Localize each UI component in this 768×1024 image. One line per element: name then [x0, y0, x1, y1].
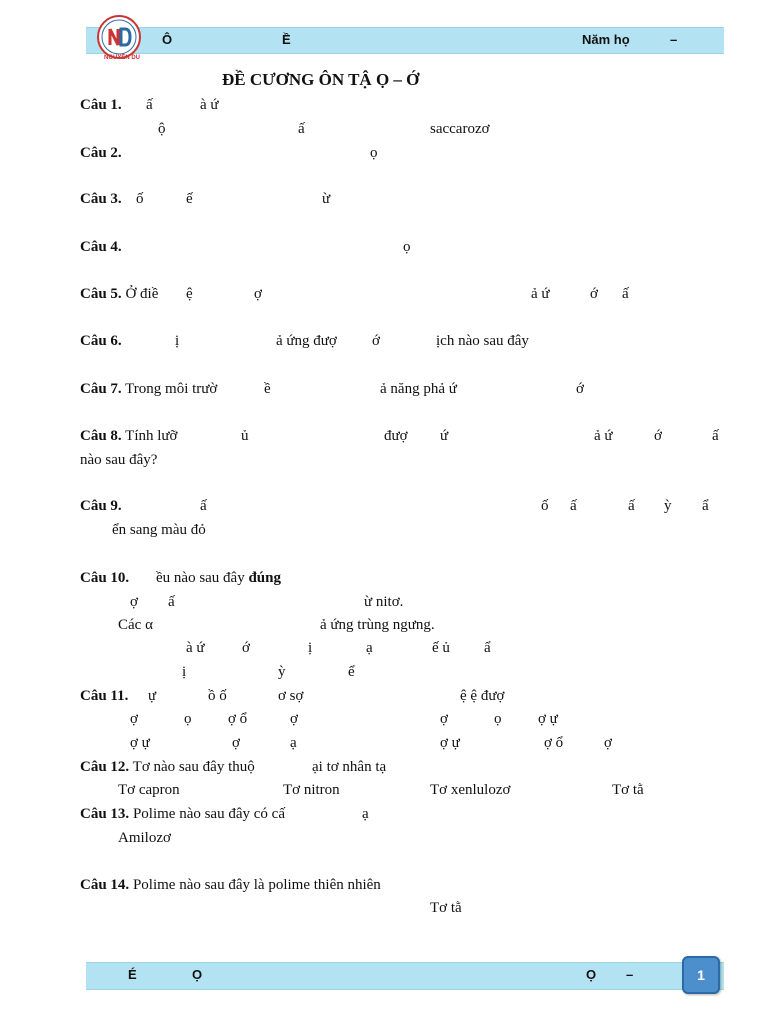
footer-band: [86, 962, 724, 990]
header-text-b: Ề: [282, 32, 291, 47]
q10-text-l: ế ủ: [432, 640, 450, 656]
q10-text-c: ợ: [130, 594, 138, 610]
q12-label: Câu 12.: [80, 759, 130, 775]
q8-line: [80, 428, 177, 445]
q10-text-n: ị: [182, 664, 187, 680]
q10-text-f: Các α: [118, 617, 153, 633]
q2-label: Câu 2.: [80, 145, 122, 161]
q7-text-b: ề: [264, 381, 271, 397]
q9-text-g: ển sang màu đỏ: [112, 522, 206, 538]
q6-text-a: ị: [175, 333, 180, 349]
logo-caption: NGUYỄN DU: [104, 55, 141, 61]
q10-text-j: ị: [308, 640, 313, 656]
q10-label: Câu 10.: [80, 570, 130, 586]
q10-text-e: ừ nitơ.: [364, 594, 404, 610]
q10-text-m: ẩ: [484, 640, 491, 656]
q11-text-m: ợ: [232, 735, 240, 751]
q5-label: Câu 5.: [80, 286, 122, 302]
header-dash: –: [670, 32, 678, 47]
q11-text-k: ợ ự: [538, 711, 558, 727]
q11-text-b: ồ ố: [208, 688, 227, 704]
q11-text-o: ợ ự: [440, 735, 460, 751]
footer-text-c: Ọ: [586, 967, 597, 982]
page-number-badge: 1: [682, 956, 720, 994]
q11-text-n: ạ: [290, 735, 297, 751]
q9-label: Câu 9.: [80, 498, 122, 514]
q7-line: [80, 381, 217, 398]
q11-text-c: ơ sợ: [278, 688, 304, 704]
school-logo: [97, 15, 141, 59]
q12-text-b: ại tơ nhân tạ: [312, 759, 387, 775]
q8-text-e: ả ứ: [594, 428, 613, 444]
q11-text-e: ợ: [130, 711, 138, 727]
q7-text-c: ả năng phả ứ: [380, 381, 457, 397]
q8-text-h: nào sau đây?: [80, 452, 158, 468]
q3-text-b: ế: [186, 191, 193, 207]
q8-text-c: đượ: [384, 428, 408, 444]
q12-text-f: Tơ tằ: [612, 782, 644, 798]
q1-text-a: ấ: [146, 97, 153, 113]
q10-text-p: ể: [348, 664, 355, 680]
q13-label: Câu 13.: [80, 806, 130, 822]
q11-text-a: ự: [148, 688, 157, 704]
footer-text-a: É: [128, 967, 137, 982]
q11-text-g: ợ ổ: [228, 711, 248, 727]
q13-line: [80, 806, 285, 823]
q3-text-a: ố: [136, 191, 144, 207]
q13-text-b: ạ: [362, 806, 369, 822]
q9-text-f: ẩ: [702, 498, 709, 514]
q5-text-a: Ở điề: [125, 286, 159, 302]
q12-line: [80, 759, 255, 776]
q11-label: Câu 11.: [80, 688, 129, 704]
q11-text-q: ợ: [604, 735, 612, 751]
page-title: ĐỀ CƯƠNG ÔN TẬ Ọ – Ớ: [222, 70, 420, 89]
q8-text-b: ủ: [241, 428, 249, 444]
q9-text-b: ố: [541, 498, 549, 514]
q4-label: Câu 4.: [80, 239, 122, 255]
q7-text-d: ớ: [576, 381, 584, 397]
q12-text-a: Tơ nào sau đây thuộ: [132, 759, 255, 775]
q5-text-c: ợ: [254, 286, 262, 302]
q8-text-d: ứ: [440, 428, 449, 444]
q8-text-a: Tính lưỡ: [125, 428, 178, 444]
q6-label: Câu 6.: [80, 333, 122, 349]
q9-text-d: ấ: [628, 498, 635, 514]
q7-text-a: Trong môi trườ: [125, 381, 218, 397]
q11-text-d: ệ ệ đượ: [460, 688, 505, 704]
q10-text-k: ạ: [366, 640, 373, 656]
q8-text-g: ấ: [712, 428, 719, 444]
q11-text-p: ợ ổ: [544, 735, 564, 751]
q3-label: Câu 3.: [80, 191, 122, 207]
q14-line: [80, 877, 381, 894]
q8-text-f: ớ: [654, 428, 662, 444]
q11-text-i: ợ: [440, 711, 448, 727]
q12-text-e: Tơ xenlulozơ: [430, 782, 511, 798]
q10-text-i: ớ: [242, 640, 250, 656]
q5-text-d: ả ứ: [531, 286, 550, 302]
q6-text-d: ịch nào sau đây: [436, 333, 529, 349]
q5-text-b: ệ: [186, 286, 193, 302]
q9-text-c: ấ: [570, 498, 577, 514]
header-year-label: Năm họ: [582, 32, 630, 47]
q1-label: Câu 1.: [80, 97, 122, 113]
header-band: [86, 27, 724, 54]
q3-text-c: ừ: [322, 191, 331, 207]
q6-text-c: ớ: [372, 333, 380, 349]
q14-text-a: Polime nào sau đây là polime thiên nhiên: [132, 877, 381, 893]
q11-text-f: ọ: [184, 711, 192, 727]
footer-text-d: –: [626, 967, 634, 982]
q10-line-a: [156, 570, 281, 587]
q12-text-d: Tơ nitron: [283, 782, 340, 798]
q10-text-b: đúng: [248, 570, 281, 586]
q1-text-b: à ứ: [200, 97, 219, 113]
q11-text-h: ợ: [290, 711, 298, 727]
q2-text-a: ọ: [370, 145, 378, 161]
q10-text-g: ả ứng trùng ngưng.: [320, 617, 435, 633]
q10-text-d: ấ: [168, 594, 175, 610]
q13-text-a: Polime nào sau đây có cấ: [132, 806, 285, 822]
q10-text-h: à ứ: [186, 640, 205, 656]
q13-text-c: Amilozơ: [118, 830, 171, 846]
q9-text-e: ỳ: [664, 498, 672, 514]
q5-text-f: ấ: [622, 286, 629, 302]
q14-text-b: Tơ tằ: [430, 900, 462, 916]
q8-label: Câu 8.: [80, 428, 122, 444]
header-text-a: Ô: [162, 32, 173, 47]
q10-text-o: ỳ: [278, 664, 286, 680]
q1-text-c: ộ: [158, 121, 166, 137]
q14-label: Câu 14.: [80, 877, 130, 893]
q9-text-a: ấ: [200, 498, 207, 514]
q6-text-b: ả ứng đượ: [276, 333, 337, 349]
q4-text-a: ọ: [403, 239, 411, 255]
q1-text-e: saccarozơ: [430, 121, 490, 137]
q1-text-d: ấ: [298, 121, 305, 137]
q7-label: Câu 7.: [80, 381, 122, 397]
q12-text-c: Tơ capron: [118, 782, 180, 798]
q11-text-j: ọ: [494, 711, 502, 727]
q5-text-e: ớ: [590, 286, 598, 302]
q10-text-a: ều nào sau đây: [156, 570, 245, 586]
q5-line: [80, 286, 158, 303]
q11-text-l: ợ ự: [130, 735, 150, 751]
footer-text-b: Ọ: [192, 967, 203, 982]
